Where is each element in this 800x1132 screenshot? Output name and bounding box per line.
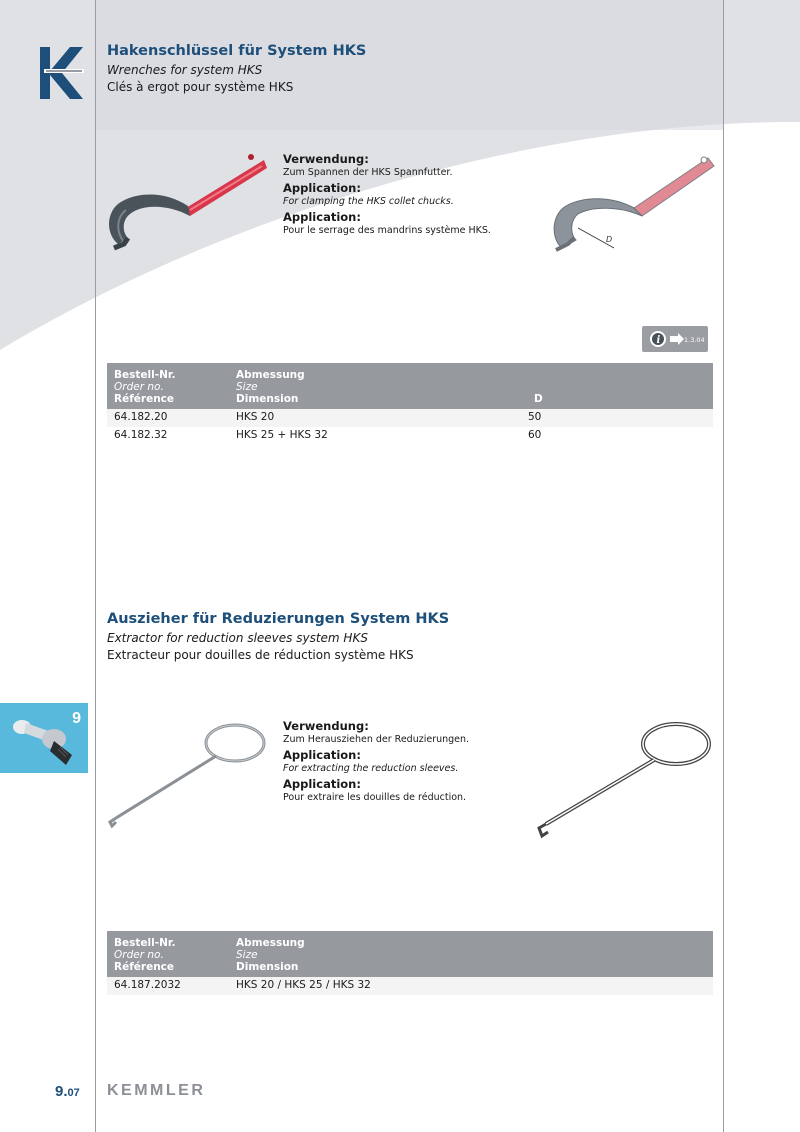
extractor-drawing: [532, 720, 716, 842]
left-margin-line: [95, 0, 96, 1132]
section1-subtitle-en: Wrenches for system HKS: [107, 63, 263, 77]
header-size: Abmessung Size Dimension: [236, 369, 305, 405]
info-ref-text: 1.3.04: [684, 336, 705, 344]
table-row: 64.182.20 HKS 20 50: [107, 409, 713, 427]
page-number: 9.07: [55, 1083, 80, 1100]
section1-table: [107, 363, 713, 445]
usage-label-fr: Application:: [283, 210, 361, 224]
table-row: 64.187.2032 HKS 20 / HKS 25 / HKS 32: [107, 977, 713, 995]
header-order-no: Bestell-Nr. Order no. Référence: [114, 937, 176, 973]
hook-wrench-drawing: [550, 150, 718, 252]
usage-text-de: Zum Herausziehen der Reduzierungen.: [283, 734, 470, 745]
section2-subtitle-fr: Extracteur pour douilles de réduction système HKS: [107, 648, 414, 662]
table-row: 64.182.32 HKS 25 + HKS 32 60: [107, 427, 713, 445]
usage-label-en: Application:: [283, 181, 361, 195]
usage-label-de: Verwendung:: [283, 719, 369, 733]
usage-text-fr: Pour extraire les douilles de réduction.: [283, 792, 467, 803]
extractor-photo: [104, 722, 270, 830]
hook-wrench-photo: [104, 148, 268, 252]
section2-usage: [283, 719, 563, 806]
usage-label-de: Verwendung:: [283, 152, 369, 166]
usage-label-en: Application:: [283, 748, 361, 762]
svg-text:i: i: [656, 335, 661, 346]
usage-text-fr: Pour le serrage des mandrins système HKS.: [283, 225, 491, 236]
usage-text-de: Zum Spannen der HKS Spannfutter.: [283, 167, 453, 178]
table-header: [107, 363, 713, 409]
table-header: [107, 931, 713, 977]
retention-knob-icon: [10, 711, 78, 767]
right-margin-line: [723, 0, 724, 1132]
usage-text-en: For clamping the HKS collet chucks.: [283, 196, 454, 207]
usage-text-en: For extracting the reduction sleeves.: [283, 763, 459, 774]
brand-name: KEMMLER: [107, 1082, 206, 1099]
section1-title: Hakenschlüssel für System HKS: [107, 43, 367, 59]
usage-label-fr: Application:: [283, 777, 361, 791]
header-order-no: Bestell-Nr. Order no. Référence: [114, 369, 176, 405]
section1-usage: [283, 152, 563, 239]
dimension-label-d: D: [606, 235, 613, 244]
kemmler-k-logo: [40, 47, 84, 99]
info-reference-badge[interactable]: [642, 326, 708, 352]
section1-subtitle-fr: Clés à ergot pour système HKS: [107, 80, 294, 94]
header-size: Abmessung Size Dimension: [236, 937, 305, 973]
chapter-tab[interactable]: [0, 703, 88, 773]
section2-subtitle-en: Extractor for reduction sleeves system HKS: [107, 631, 368, 645]
section2-table: [107, 931, 713, 995]
chapter-number: 9: [72, 710, 81, 727]
header-d: D: [534, 393, 543, 405]
section2-title: Auszieher für Reduzierungen System HKS: [107, 611, 450, 627]
